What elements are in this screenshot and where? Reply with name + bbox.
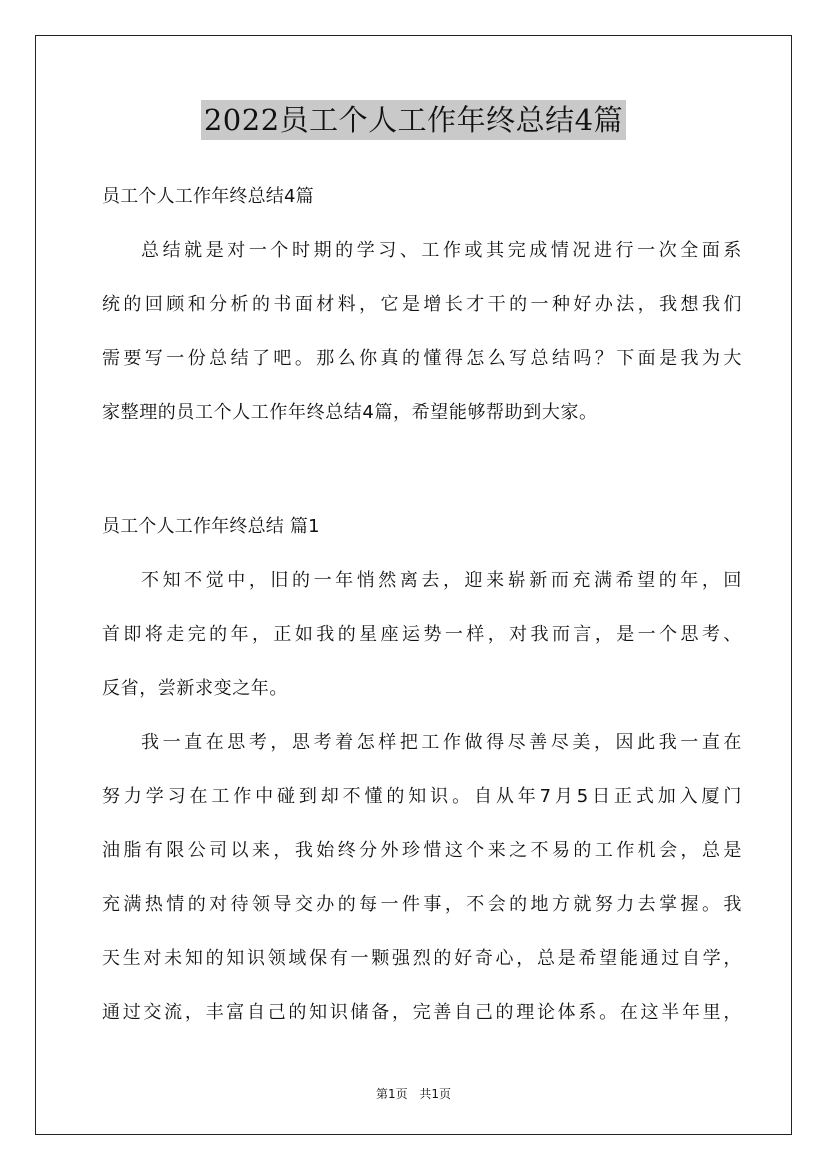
para2-line: 我一直在思考，思考着怎样把工作做得尽善尽美，因此我一直在 xyxy=(141,732,742,753)
para2-line: 努力学习在工作中碰到却不懂的知识。自从年7月5日正式加入厦门 xyxy=(102,786,742,807)
intro-line: 需要写一份总结了吧。那么你真的懂得怎么写总结吗？下面是我为大 xyxy=(102,348,742,369)
para1-line: 不知不觉中，旧的一年悄然离去，迎来崭新而充满希望的年，回 xyxy=(141,570,742,591)
para1-line: 首即将走完的年，正如我的星座运势一样，对我而言，是一个思考、 xyxy=(102,624,742,645)
document-body xyxy=(102,170,742,1040)
page-footer xyxy=(0,1085,827,1102)
document-title: 2022员工个人工作年终总结4篇 xyxy=(201,100,626,140)
intro-line: 家整理的员工个人工作年终总结4篇，希望能够帮助到大家。 xyxy=(102,402,598,423)
para1-line: 反省，尝新求变之年。 xyxy=(102,678,288,699)
page-number: 第1页 xyxy=(375,1087,408,1101)
title-wrap xyxy=(0,100,827,140)
intro-line: 总结就是对一个时期的学习、工作或其完成情况进行一次全面系 xyxy=(141,240,742,261)
intro-line: 统的回顾和分析的书面材料，它是增长才干的一种好办法，我想我们 xyxy=(102,294,742,315)
para2-line: 充满热情的对待领导交办的每一件事，不会的地方就努力去掌握。我 xyxy=(102,894,742,915)
section-gap xyxy=(102,440,742,500)
page-total: 共1页 xyxy=(419,1087,452,1101)
section-heading: 员工个人工作年终总结 篇1 xyxy=(102,516,320,537)
para2-line: 通过交流，丰富自己的知识储备，完善自己的理论体系。在这半年里， xyxy=(102,1002,742,1023)
document-subtitle: 员工个人工作年终总结4篇 xyxy=(102,186,314,207)
para2-line: 天生对未知的知识领域保有一颗强烈的好奇心，总是希望能通过自学， xyxy=(102,948,742,969)
para2-line: 油脂有限公司以来，我始终分外珍惜这个来之不易的工作机会，总是 xyxy=(102,840,742,861)
